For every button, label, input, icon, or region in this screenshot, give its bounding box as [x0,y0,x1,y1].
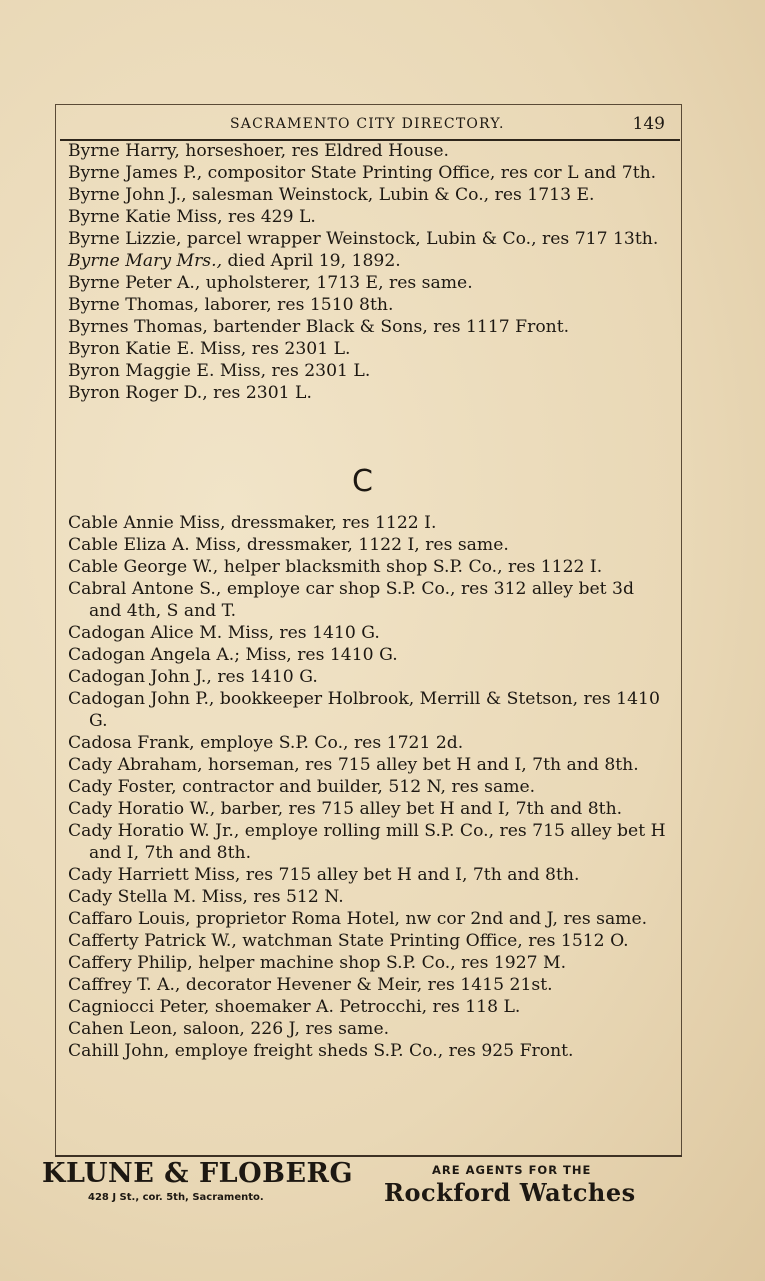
directory-entry [68,754,668,776]
entry-details: res 512 N. [247,887,344,907]
entry-name: Byrne Lizzie, [68,229,182,249]
entry-details: contractor and builder, 512 N, res same. [176,777,536,797]
entry-name: Byrne Harry, [68,141,180,161]
directory-entry [68,820,668,864]
directory-list-c [68,512,668,1062]
directory-entry [68,184,668,206]
entry-name: Byrne James P., [68,163,203,183]
directory-entry [68,798,668,820]
entry-details: helper machine shop S.P. Co., res 1927 M. [192,953,567,973]
entry-details: res 715 alley bet H and I, 7th and 8th. [240,865,580,885]
entry-details: watchman State Printing Office, res 1512 O. [236,931,629,951]
entry-name: Cagniocci Peter, [68,997,210,1017]
entry-details: helper blacksmith shop S.P. Co., res 1122 I. [218,557,603,577]
directory-entry [68,952,668,974]
entry-details: res 1410 G. [273,623,380,643]
entry-details: upholsterer, 1713 E, res same. [200,273,473,293]
entry-name: Caffaro Louis, [68,909,191,929]
directory-entry [68,776,668,798]
entry-details: bookkeeper Holbrook, Merrill & Stetson, res 1410 G. [89,689,660,731]
entry-details: bartender Black & Sons, res 1117 Front. [207,317,570,337]
entry-details: laborer, res 1510 8th. [198,295,394,315]
entry-name: Byrnes Thomas, [68,317,208,337]
directory-entry [68,140,668,162]
directory-entry [68,1018,668,1040]
directory-entry [68,534,668,556]
entry-details: barber, res 715 alley bet H and I, 7th and 8th. [215,799,623,819]
entry-details: res 1410 G. [211,667,318,687]
entry-details: res 1410 G. [291,645,398,665]
entry-name: Cafferty Patrick W., [68,931,237,951]
entry-name: Cady Harriett Miss, [68,865,241,885]
entry-details: salesman Weinstock, Lubin & Co., res 1713 E. [186,185,595,205]
entry-details: employe rolling mill S.P. Co., res 715 alley bet H and I, 7th and 8th. [89,821,666,863]
entry-details: compositor State Printing Office, res cor L and 7th. [202,163,657,183]
directory-entry [68,250,668,272]
directory-entry [68,864,668,886]
directory-entry [68,512,668,534]
directory-entry [68,644,668,666]
entry-details: horseman, res 715 alley bet H and I, 7th and 8th. [202,755,639,775]
entry-name: Cadosa Frank, [68,733,195,753]
entry-details: saloon, 226 J, res same. [177,1019,390,1039]
entry-name: Cabral Antone S., [68,579,222,599]
directory-entry [68,360,668,382]
directory-entry [68,908,668,930]
directory-entry [68,162,668,184]
entry-name: Byron Katie E. Miss, [68,339,247,359]
directory-entry [68,578,668,622]
page-frame-top [55,104,682,105]
directory-entry [68,666,668,688]
entry-name: Cady Horatio W. Jr., [68,821,240,841]
entry-name: Cadogan Angela A.; Miss, [68,645,292,665]
page-frame-bottom [55,1155,682,1157]
directory-entry [68,294,668,316]
directory-entry [68,1040,668,1062]
entry-details: res 2301 L. [207,383,312,403]
directory-entry [68,382,668,404]
directory-entry [68,338,668,360]
entry-details: res 429 L. [222,207,316,227]
directory-entry [68,688,668,732]
entry-name: Byrne John J., [68,185,187,205]
directory-entry [68,206,668,228]
entry-details: employe freight sheds S.P. Co., res 925 Front. [169,1041,574,1061]
entry-details: res 2301 L. [266,361,371,381]
entry-name: Cable Eliza A. Miss, [68,535,242,555]
entry-details: res 2301 L. [246,339,351,359]
entry-name: Byron Maggie E. Miss, [68,361,267,381]
entry-name: Cadogan John P., [68,689,215,709]
entry-details: employe S.P. Co., res 1721 2d. [194,733,464,753]
directory-entry [68,732,668,754]
page-number: 149 [632,114,665,134]
ad-agents-text: ARE AGENTS FOR THE [432,1163,592,1177]
entry-details: horseshoer, res Eldred House. [179,141,450,161]
entry-name: Byrne Katie Miss, [68,207,223,227]
entry-name: Cady Horatio W., [68,799,216,819]
entry-name: Byron Roger D., [68,383,208,403]
entry-details: decorator Hevener & Meir, res 1415 21st. [180,975,553,995]
directory-entry [68,930,668,952]
advertisement [42,1158,682,1208]
entry-name: Cable Annie Miss, [68,513,226,533]
entry-details: employe car shop S.P. Co., res 312 alley bet 3d and 4th, S and T. [89,579,634,621]
page-frame-right [681,104,682,1156]
ad-product: Rockford Watches [384,1178,636,1207]
directory-entry [68,316,668,338]
entry-name: Cable George W., [68,557,219,577]
directory-entry [68,886,668,908]
directory-entry [68,272,668,294]
entry-name: Cahill John, [68,1041,170,1061]
ad-firm-name: KLUNE & FLOBERG [42,1158,354,1189]
entry-name: Cady Stella M. Miss, [68,887,248,907]
entry-name: Cady Abraham, [68,755,203,775]
directory-entry [68,974,668,996]
running-header [60,112,665,138]
entry-details: parcel wrapper Weinstock, Lubin & Co., res 717 13th. [181,229,659,249]
directory-entry [68,556,668,578]
header-title: SACRAMENTO CITY DIRECTORY. [230,116,505,132]
entry-details: shoemaker A. Petrocchi, res 118 L. [209,997,521,1017]
entry-details: proprietor Roma Hotel, nw cor 2nd and J, res same. [190,909,648,929]
entry-name: Byrne Peter A., [68,273,201,293]
page-frame-left [55,104,56,1156]
entry-details: died April 19, 1892. [222,251,401,271]
ad-address: 428 J St., cor. 5th, Sacramento. [88,1192,264,1203]
entry-name: Byrne Mary Mrs., [68,251,223,271]
entry-details: dressmaker, res 1122 I. [225,513,437,533]
entry-name: Cady Foster, [68,777,177,797]
directory-entry [68,622,668,644]
section-letter: C [352,464,373,499]
entry-name: Cahen Leon, [68,1019,178,1039]
entry-name: Caffery Philip, [68,953,193,973]
directory-entry [68,996,668,1018]
directory-list-b [68,140,668,404]
directory-entry [68,228,668,250]
entry-name: Cadogan John J., [68,667,212,687]
entry-details: dressmaker, 1122 I, res same. [241,535,509,555]
entry-name: Byrne Thomas, [68,295,199,315]
entry-name: Caffrey T. A., [68,975,181,995]
entry-name: Cadogan Alice M. Miss, [68,623,274,643]
